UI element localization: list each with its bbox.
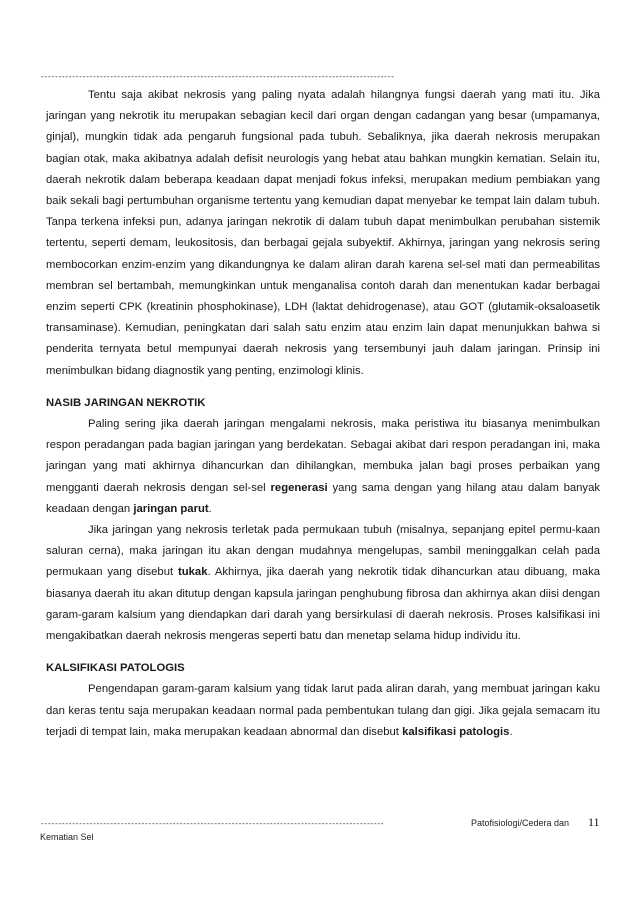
text-run: . (509, 725, 513, 738)
text-run: Jika jaringan yang nekrosis terletak pada permukaan tubuh (misalnya, sepanjang epitel permu-kaan saluran cerna), maka jaringan itu akan dengan mudahnya mengelupas, sambil meninggalkan celah pada permukaan yang disebut (46, 524, 600, 579)
paragraph-necrosis-effects: Tentu saja akibat nekrosis yang paling nyata adalah hilangnya fungsi daerah yang mati itu. Jika jaringan yang nekrotik itu merupakan sebagian kecil dari organ dengan cadangan yang besar (umpamanya, ginjal), mungkin tidak ada pengaruh fungsional pada tubuh. Sebaliknya, jika daerah nekrosis merupakan bagian otak, maka akibatnya adalah defisit neurologis yang hebat atau bahkan mungkin kematian. Selain itu, daerah nekrotik dalam beberapa keadaan dapat menjadi fokus infeksi, merupakan medium pembiakan yang baik sekali bagi pertumbuhan organisme tertentu yang kemudian dapat menyebar ke tempat lain dalam tubuh. Tanpa terkena infeksi pun, adanya jaringan nekrotik di dalam tubuh dapat menimbulkan perubahan sistemik tertentu, seperti demam, leukositosis, dan berbagai gejala subyektif. Akhirnya, jaringan yang nekrosis sering membocorkan enzim-enzim yang dikandungnya ke dalam aliran darah karena sel-sel mati dan permeabilitas membran sel bertambah, memungkinkan untuk menganalisa contoh darah dan menentukan kadar berbagai enzim seperti CPK (kreatinin phosphokinase), LDH (laktat dehidrogenase), atau GOT (glutamik-oksaloasetik transaminase). Kemudian, peningkatan dari salah satu enzim atau enzim lain dapat menunjukkan bahwa si penderita ternyata betul mempunyai daerah nekrosis yang tersembunyi jauh dalam jaringan. Prinsip ini menimbulkan bidang diagnostik yang penting, enzimologi klinis. (46, 89, 600, 377)
paragraph-kalsifikasi-1 (46, 679, 600, 743)
header-rule: ------------------------------------------------------------------------------------------------------ (40, 72, 394, 81)
text-run: yang sama dengan yang hilang atau dalam banyak keadaan dengan (46, 481, 600, 515)
text-run: Paling sering jika daerah jaringan mengalami nekrosis, maka peristiwa itu biasanya menimbulkan respon peradangan pada bagian jaringan yang berdekatan. Sebagai akibat dari respon peradangan ini, maka jaringan yang mati akhirnya dihancurkan dan dihilangkan, membuka jalan bagi proses perbaikan yang mengganti daerah nekrosis dengan sel-sel (46, 418, 600, 494)
spacer (46, 647, 600, 658)
text-run: . Akhirnya, jika daerah yang nekrotik tidak dihancurkan atau dibuang, maka biasanya daerah itu akan ditutup dengan kapsula jaringan penghubung fibrosa dan akhirnya akan diisi dengan garam-garam kalsium yang diendapkan dari darah yang bersirkulasi di daerah nekrosis. Proses kalsifikasi ini mengakibatkan daerah nekrosis mengeras seperti batu dan menetap selama hidup individu itu. (46, 566, 601, 643)
section-heading-nasib: NASIB JARINGAN NEKROTIK (46, 396, 206, 409)
text-run: . (208, 502, 212, 515)
term-regenerasi: regenerasi (270, 481, 328, 494)
page-body (46, 85, 600, 743)
footer-title-continued: Kematian Sel (40, 832, 94, 842)
section-heading-kalsifikasi: KALSIFIKASI PATOLOGIS (46, 662, 185, 675)
term-kalsifikasi-patologis: kalsifikasi patologis (402, 725, 510, 738)
term-tukak: tukak (177, 566, 208, 579)
spacer (46, 382, 600, 393)
text-run: Pengendapan garam-garam kalsium yang tidak larut pada aliran darah, yang membuat jaringan kaku dan keras tentu saja merupakan keadaan normal pada pembentukan tulang dan gigi. Jika gejala semacam itu terjadi di tempat lain, maka merupakan keadaan abnormal dan disebut (46, 683, 600, 738)
paragraph-nasib-1 (46, 414, 600, 520)
footer-title: Patofisiologi/Cedera dan (471, 818, 570, 828)
term-jaringan-parut: jaringan parut (133, 502, 209, 515)
page-number: 11 (588, 815, 600, 829)
paragraph-nasib-2 (46, 520, 600, 647)
footer-rule: --------------------------------------------------------------------------------------------------- (40, 819, 384, 828)
